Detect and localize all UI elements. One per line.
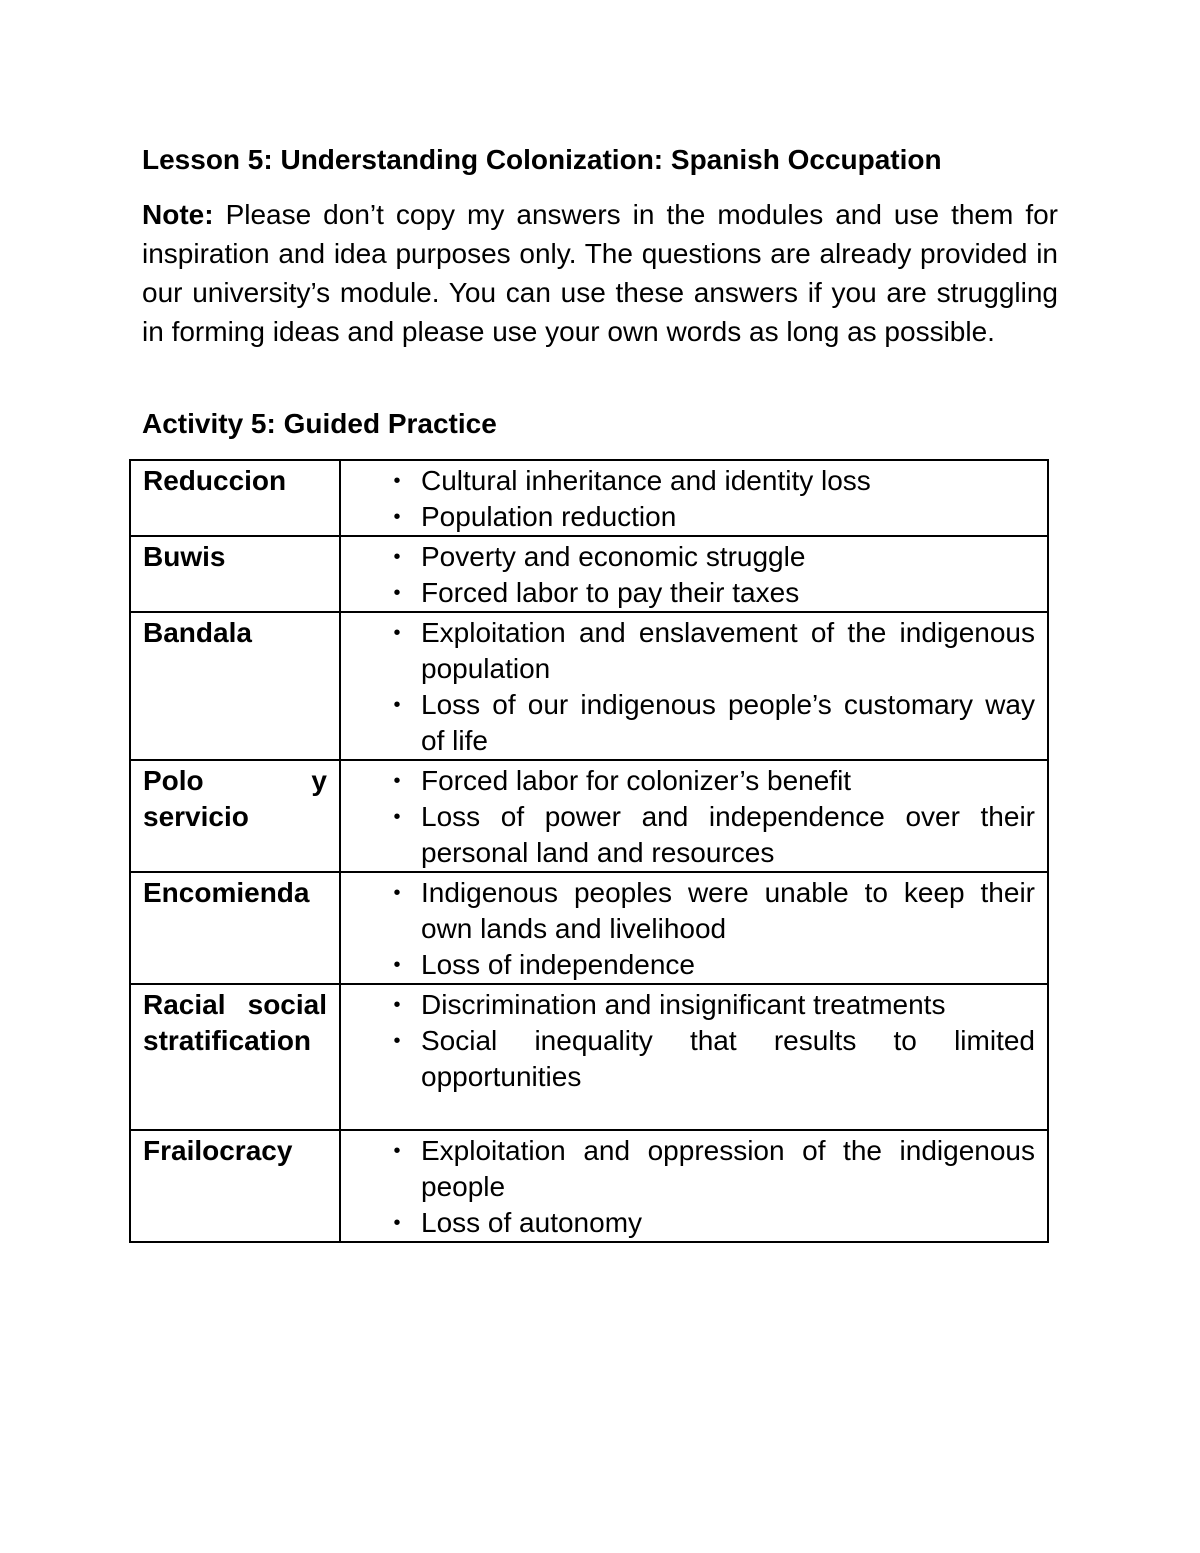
term-label: Racial social stratification	[143, 989, 327, 1056]
effect-text: Loss of power and independence over their personal land and resources	[421, 801, 1035, 868]
bullet-icon: •	[393, 1140, 401, 1162]
effects-cell	[340, 1130, 1048, 1242]
bullet-icon: •	[393, 806, 401, 828]
table-row	[130, 460, 1048, 536]
list-item	[341, 1133, 1035, 1205]
list-item	[341, 539, 1035, 575]
table-row	[130, 536, 1048, 612]
bullet-icon: •	[393, 994, 401, 1016]
bullet-icon: •	[393, 546, 401, 568]
term-cell	[130, 984, 340, 1130]
list-item	[341, 1023, 1035, 1095]
guided-practice-table	[129, 459, 1049, 1243]
term-label: Bandala	[143, 617, 252, 648]
note-label: Note:	[142, 199, 214, 230]
effects-list	[341, 539, 1035, 611]
effect-text: Forced labor to pay their taxes	[421, 577, 800, 608]
table-row	[130, 760, 1048, 872]
effects-list	[341, 987, 1035, 1095]
effects-list	[341, 463, 1035, 535]
bullet-icon: •	[393, 1212, 401, 1234]
effect-text: Forced labor for colonizer’s benefit	[421, 765, 852, 796]
term-cell	[130, 760, 340, 872]
effects-cell	[340, 984, 1048, 1130]
term-cell	[130, 460, 340, 536]
table-row	[130, 984, 1048, 1130]
effect-text: Exploitation and enslavement of the indigenous population	[421, 617, 1035, 684]
effect-text: Exploitation and oppression of the indigenous people	[421, 1135, 1035, 1202]
effect-text: Indigenous peoples were unable to keep their own lands and livelihood	[421, 877, 1035, 944]
effects-cell	[340, 760, 1048, 872]
effects-list	[341, 875, 1035, 983]
list-item	[341, 687, 1035, 759]
effect-text: Loss of our indigenous people’s customary way of life	[421, 689, 1035, 756]
effects-cell	[340, 460, 1048, 536]
bullet-icon: •	[393, 1030, 401, 1052]
effect-text: Poverty and economic struggle	[421, 541, 806, 572]
list-item	[341, 499, 1035, 535]
list-item	[341, 575, 1035, 611]
list-item	[341, 763, 1035, 799]
effects-cell	[340, 536, 1048, 612]
bullet-icon: •	[393, 506, 401, 528]
effect-text: Discrimination and insignificant treatments	[421, 989, 946, 1020]
effect-text: Cultural inheritance and identity loss	[421, 465, 871, 496]
list-item	[341, 1205, 1035, 1241]
list-item	[341, 615, 1035, 687]
effects-list	[341, 763, 1035, 871]
bullet-icon: •	[393, 954, 401, 976]
list-item	[341, 987, 1035, 1023]
bullet-icon: •	[393, 470, 401, 492]
note-paragraph	[142, 195, 1058, 351]
effects-list	[341, 1133, 1035, 1241]
term-cell	[130, 872, 340, 984]
term-cell	[130, 1130, 340, 1242]
effect-text: Social inequality that results to limited opportunities	[421, 1025, 1035, 1092]
term-label: Reduccion	[143, 465, 287, 496]
effects-list	[341, 615, 1035, 759]
list-item	[341, 875, 1035, 947]
bullet-icon: •	[393, 882, 401, 904]
term-label: Encomienda	[143, 877, 310, 908]
table-row	[130, 612, 1048, 760]
effect-text: Population reduction	[421, 501, 677, 532]
effect-text: Loss of independence	[421, 949, 695, 980]
term-label: Polo y servicio	[143, 765, 327, 832]
effects-cell	[340, 612, 1048, 760]
list-item	[341, 799, 1035, 871]
table-row	[130, 872, 1048, 984]
effect-text: Loss of autonomy	[421, 1207, 643, 1238]
effects-cell	[340, 872, 1048, 984]
term-label: Buwis	[143, 541, 226, 572]
activity-heading: Activity 5: Guided Practice	[142, 408, 497, 439]
note-text: Please don’t copy my answers in the modules and use them for inspiration and idea purposes only. The questions are already provided in our university’s module. You can use these answers if you are struggling in forming ideas and please use your own words as long as possible.	[142, 199, 1059, 347]
bullet-icon: •	[393, 770, 401, 792]
bullet-icon: •	[393, 694, 401, 716]
list-item	[341, 947, 1035, 983]
bullet-icon: •	[393, 622, 401, 644]
lesson-title: Lesson 5: Understanding Colonization: Spanish Occupation	[142, 144, 942, 175]
term-cell	[130, 612, 340, 760]
table-row	[130, 1130, 1048, 1242]
list-item	[341, 463, 1035, 499]
bullet-icon: •	[393, 582, 401, 604]
term-cell	[130, 536, 340, 612]
term-label: Frailocracy	[143, 1135, 293, 1166]
